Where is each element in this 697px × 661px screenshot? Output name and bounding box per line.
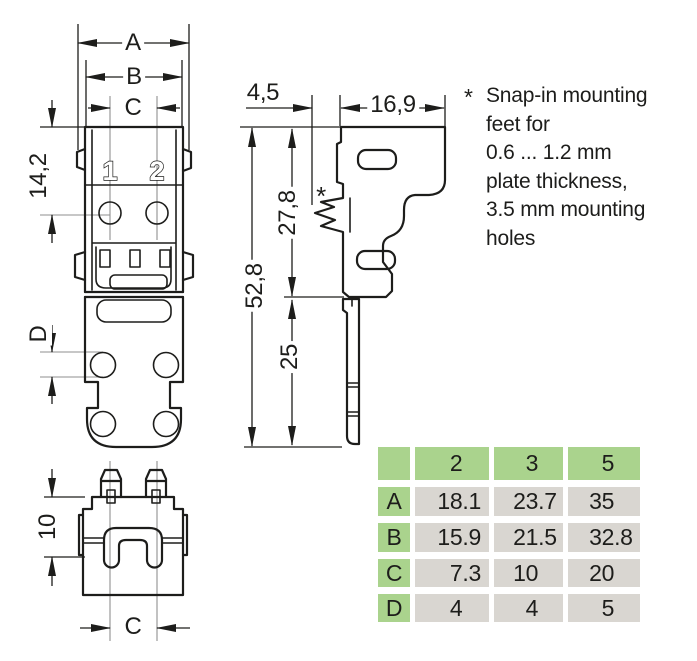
table-row-label-c: C [378,559,410,587]
side-blade-outline [343,299,359,444]
table-cell-b-3: 21 .5 [494,523,563,552]
dim-label-c: C [121,95,144,121]
footnote-line: 3.5 mm mounting [486,198,646,221]
footnote-line: holes [486,226,536,250]
table-cell-d-2: 4 [415,594,489,622]
table-cell-c-5: 20 [568,559,640,587]
table-row-label-a: A [378,487,410,516]
dim-label-4-5: 4,5 [244,80,282,106]
table-cell-a-3: 23 .7 [494,487,563,516]
front-view-drawing [40,24,193,447]
bottom-u-channel [104,528,162,568]
footnote [464,82,647,253]
bottom-view-drawing [44,461,190,641]
table-cell-d-3: 4 [494,594,563,622]
pole-number-1: 1 [102,156,118,186]
plate-hole-bottom-right [154,412,179,437]
footnote-line: Snap-in mounting [486,84,648,107]
bottom-body-outline [83,497,183,595]
plate-hole-bottom-left [91,412,116,437]
table-row-label-d: D [378,594,410,622]
dim-label-52-8: 52,8 [242,260,268,312]
side-view-drawing [240,95,445,447]
pole-number-2: 2 [149,156,165,186]
dim-label-b: B [123,64,145,90]
front-hinge-lines [85,292,183,297]
table-cell-b-5: 32 .8 [568,523,640,552]
footnote-text [486,82,647,253]
dim-label-27-8: 27,8 [275,187,301,239]
side-head-outline [315,127,445,297]
footnote-marker: * [464,84,473,110]
table-row-label-b: B [378,523,410,552]
bottom-foot-right [146,470,166,497]
plate-hole-top-left [91,353,116,378]
plate-top-detail [97,300,171,322]
side-slot-upper [358,150,396,169]
plate-hole-top-right [154,353,179,378]
table-cell-c-3: 10 [494,559,563,587]
footnote-line: 0.6 ... 1.2 mm [486,141,612,164]
dim-label-25: 25 [277,341,303,373]
table-corner-cell [378,447,410,480]
dim-label-10: 10 [35,511,61,543]
table-header-3: 3 [494,447,563,480]
footnote-line: plate thickness, [486,169,628,193]
front-latch-wing-right [183,149,191,171]
front-latch-mid-right [183,252,193,280]
table-cell-a-2: 18 .1 [415,487,489,516]
dimension-table [378,447,640,622]
snap-foot-asterisk: * [316,181,326,211]
footnote-line: feet for [486,112,550,136]
dim-label-14-2: 14,2 [26,150,52,202]
side-blade-ticks [347,299,359,416]
front-latch-wing-left [77,149,85,170]
side-slot-lower [357,251,395,269]
dim-label-c-bottom: C [121,614,144,640]
front-latch-mid-left [75,252,85,280]
table-header-5: 5 [568,447,640,480]
dim-label-16-9: 16,9 [367,92,419,118]
clamp-bar [110,275,167,289]
table-cell-a-5: 35 [568,487,640,516]
table-header-2: 2 [415,447,489,480]
clamp-detail [96,247,171,288]
dim-label-a: A [122,30,144,56]
dim-label-d: D [26,322,52,345]
table-cell-b-2: 15 .9 [415,523,489,552]
table-cell-d-5: 5 [568,594,640,622]
bottom-foot-left [101,470,121,497]
table-cell-c-2: 7 .3 [415,559,489,587]
